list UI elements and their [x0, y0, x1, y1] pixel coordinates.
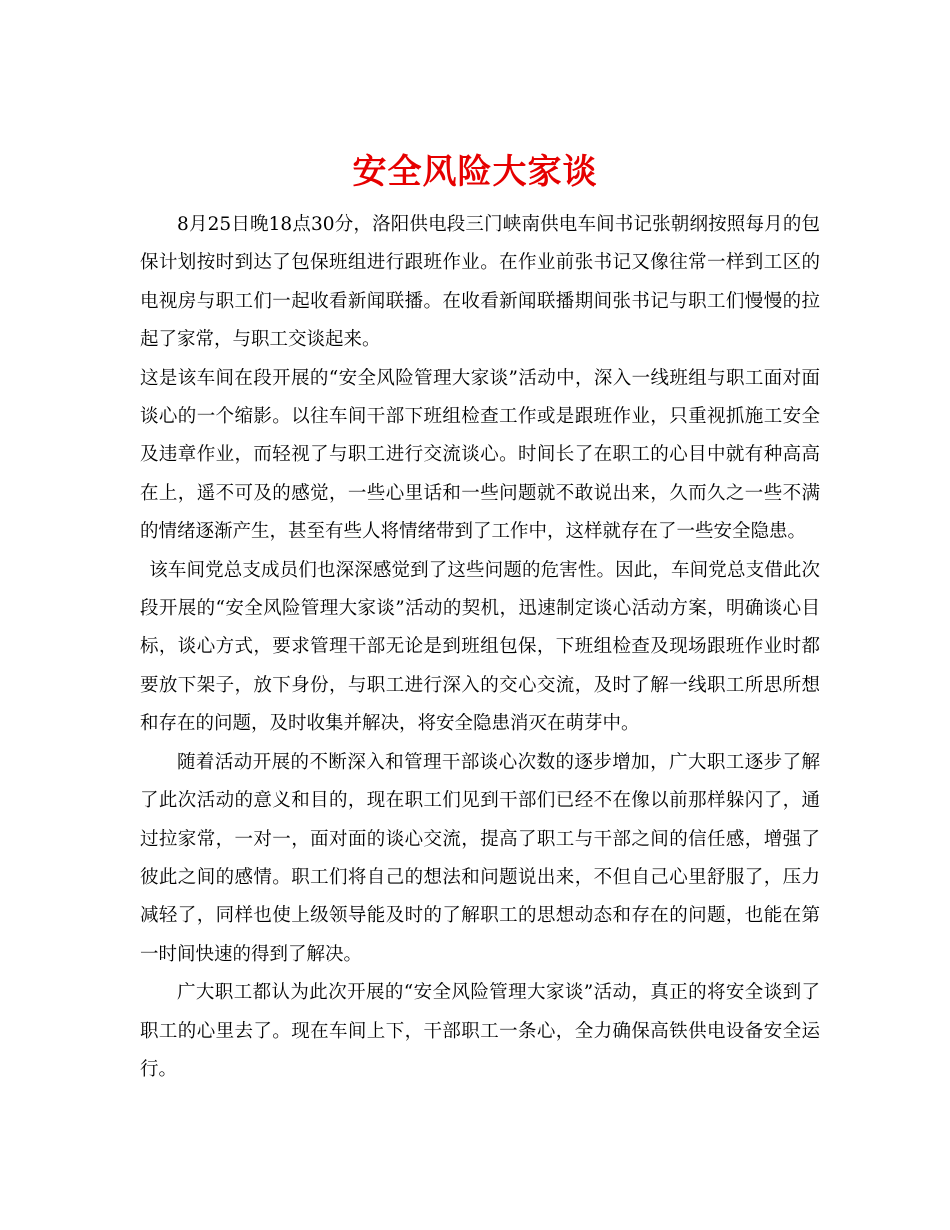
- document-body: [140, 206, 820, 1089]
- paragraph-4: 随着活动开展的不断深入和管理干部谈心次数的逐步增加，广大职工逐步了解了此次活动的意义和目的，现在职工们见到干部们已经不在像以前那样躲闪了，通过拉家常，一对一，面对面的谈心交流，提高了职工与干部之间的信任感，增强了彼此之间的感情。职工们将自己的想法和问题说出来，不但自己心里舒服了，压力减轻了，同样也使上级领导能及时的了解职工的思想动态和存在的问题，也能在第一时间快速的得到了解决。: [140, 751, 820, 965]
- document-title: 安全风险大家谈: [352, 151, 598, 192]
- paragraph-5: 广大职工都认为此次开展的“安全风险管理大家谈”活动，真正的将安全谈到了职工的心里去了。现在车间上下，干部职工一条心，全力确保高铁供电设备安全运行。: [140, 982, 820, 1080]
- paragraph-3: 该车间党总支成员们也深深感觉到了这些问题的危害性。因此，车间党总支借此次段开展的“安全风险管理大家谈”活动的契机，迅速制定谈心活动方案，明确谈心目标，谈心方式，要求管理干部无论是到班组包保，下班组检查及现场跟班作业时都要放下架子，放下身份，与职工进行深入的交心交流，及时了解一线职工所思所想和存在的问题，及时收集并解决，将安全隐患消灭在萌芽中。: [140, 559, 820, 735]
- paragraph-1: 8月25日晚18点30分，洛阳供电段三门峡南供电车间书记张朝纲按照每月的包保计划按时到达了包保班组进行跟班作业。在作业前张书记又像往常一样到工区的电视房与职工们一起收看新闻联播。在收看新闻联播期间张书记与职工们慢慢的拉起了家常，与职工交谈起来。: [140, 214, 820, 351]
- paragraph-2: 这是该车间在段开展的“安全风险管理大家谈”活动中，深入一线班组与职工面对面谈心的一个缩影。以往车间干部下班组检查工作或是跟班作业，只重视抓施工安全及违章作业，而轻视了与职工进行交流谈心。时间长了在职工的心目中就有种高高在上，遥不可及的感觉，一些心里话和一些问题就不敢说出来，久而久之一些不满的情绪逐渐产生，甚至有些人将情绪带到了工作中，这样就存在了一些安全隐患。: [140, 367, 820, 543]
